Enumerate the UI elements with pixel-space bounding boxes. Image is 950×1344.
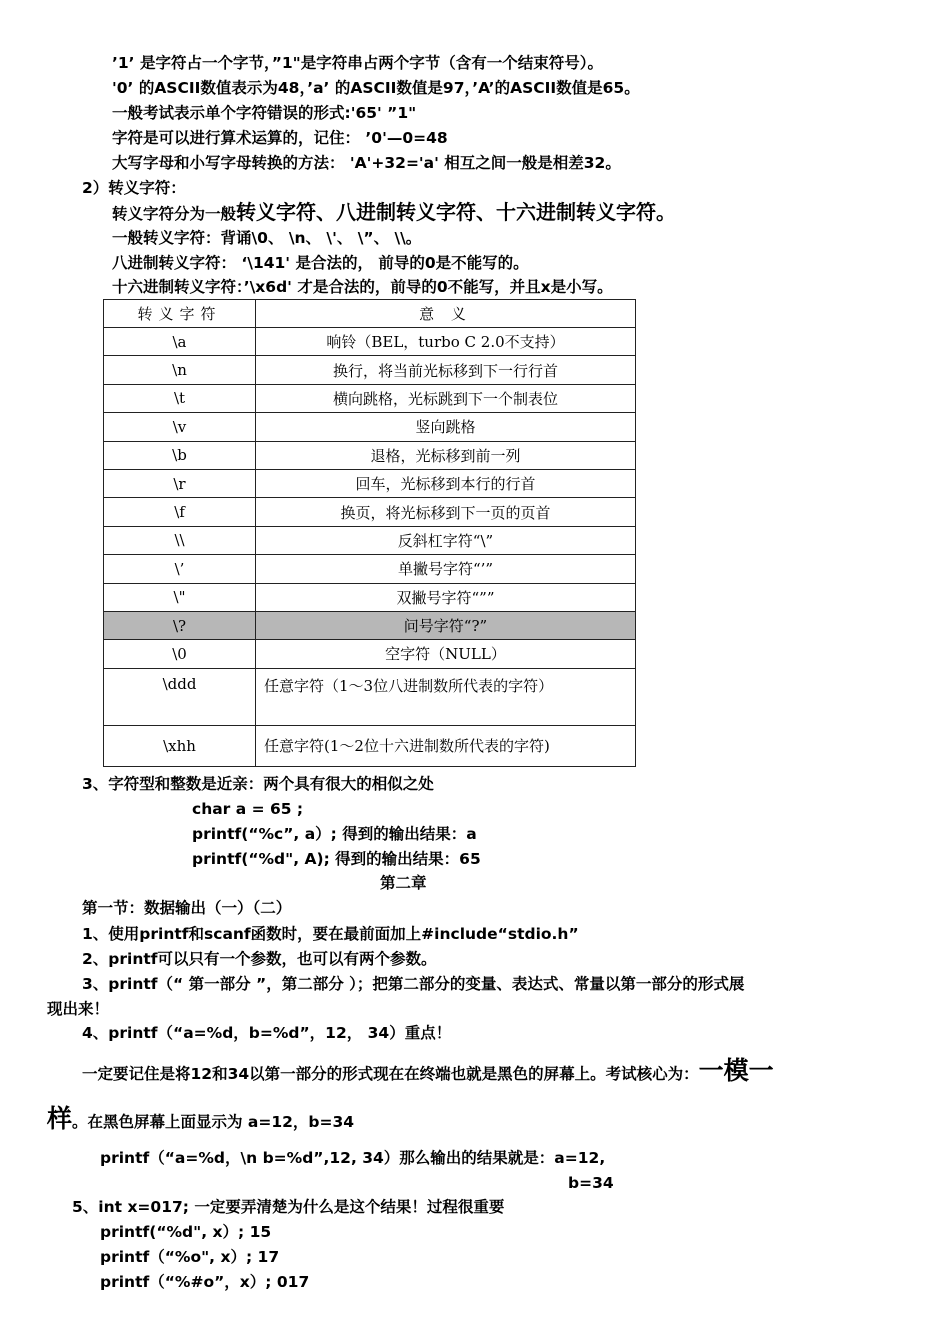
table-row: [104, 498, 636, 526]
text-fragment: 转义字符分为一般: [112, 205, 237, 223]
text-line: '0’ 的ASCII数值表示为48，’a’ 的ASCII数值是97，’A’的ASCII数值是65。: [112, 79, 640, 97]
table-cell: \0: [104, 640, 256, 668]
table-row: [104, 356, 636, 384]
text-line: [112, 201, 676, 225]
code-line: char a = 65 ;: [192, 800, 304, 818]
code-line: printf（“a=%d，\n b=%d”,12, 34）那么输出的结果就是：a=12,: [100, 1149, 606, 1167]
text-fragment: 一定要记住是将12和34以第一部分的形式现在在终端也就是黑色的屏幕上。考试核心为：: [82, 1065, 699, 1083]
table-header-row: [104, 300, 636, 328]
table-cell: 换行，将当前光标移到下一行行首: [256, 356, 636, 384]
table-row-highlighted: [104, 611, 636, 639]
text-line: 3、printf（“ 第一部分 ”，第二部分 ）；把第二部分的变量、表达式、常量以第一部分的形式展: [82, 975, 745, 993]
table-cell: 单撇号字符“’”: [256, 555, 636, 583]
code-line: printf(“%d", x）; 15: [100, 1223, 272, 1241]
text-fragment: 。在黑色屏幕上面显示为 a=12，b=34: [72, 1113, 355, 1131]
code-line: b=34: [568, 1174, 614, 1192]
table-cell: 反斜杠字符“\”: [256, 526, 636, 554]
text-line: 2、printf可以只有一个参数，也可以有两个参数。: [82, 950, 437, 968]
text-line: ’1’ 是字符占一个字节，”1"是字符串占两个字节（含有一个结束符号）。: [112, 54, 604, 72]
table-row: [104, 725, 636, 766]
table-cell: \": [104, 583, 256, 611]
emphasis-text: 转义字符、八进制转义字符、十六进制转义字符。: [236, 200, 677, 224]
table-header-cell: 转义字符: [104, 300, 256, 328]
text-line: 一般考试表示单个字符错误的形式:'65' ”1": [112, 104, 417, 122]
text-line: 字符是可以进行算术运算的，记住： ’0'—0=48: [112, 129, 448, 147]
escape-char-table: [103, 299, 636, 767]
table-cell: \xhh: [104, 725, 256, 766]
table-cell: \b: [104, 441, 256, 469]
table-cell: \’: [104, 555, 256, 583]
text-line: 一般转义字符：背诵\0、 \n、 \'、 \”、 \\。: [112, 229, 422, 247]
table-row: [104, 668, 636, 725]
table-cell: 双撇号字符“””: [256, 583, 636, 611]
table-cell: \t: [104, 384, 256, 412]
table-row: [104, 555, 636, 583]
table-row: [104, 441, 636, 469]
table-cell: 回车，光标移到本行的行首: [256, 469, 636, 497]
chapter-title: 第二章: [380, 874, 427, 892]
table-cell: 换页，将光标移到下一页的页首: [256, 498, 636, 526]
emphasis-text: 样: [47, 1104, 73, 1133]
text-line: 现出来！: [47, 1000, 110, 1018]
text-line: 八进制转义字符： ‘\141' 是合法的， 前导的0是不能写的。: [112, 254, 529, 272]
text-line: 1、使用printf和scanf函数时，要在最前面加上#include“stdio.h”: [82, 925, 579, 943]
table-cell: \r: [104, 469, 256, 497]
section-heading: 3、字符型和整数是近亲：两个具有很大的相似之处: [82, 775, 434, 793]
section-heading: 第一节：数据输出（一）（二）: [82, 899, 292, 917]
table-cell: \?: [104, 611, 256, 639]
section-heading: 2）转义字符：: [82, 179, 186, 197]
table-row: [104, 469, 636, 497]
table-cell: \n: [104, 356, 256, 384]
table-row: [104, 526, 636, 554]
text-line: 5、int x=017; 一定要弄清楚为什么是这个结果！过程很重要: [72, 1198, 505, 1216]
table-row: [104, 583, 636, 611]
text-line: 大写字母和小写字母转换的方法： 'A'+32='a' 相互之间一般是相差32。: [112, 154, 621, 172]
table-header-cell: 意 义: [256, 300, 636, 328]
text-line: 十六进制转义字符：’\x6d' 才是合法的，前导的0不能写，并且x是小写。: [112, 278, 613, 296]
table-cell: 竖向跳格: [256, 413, 636, 441]
text-line: [47, 1104, 355, 1133]
table-cell: \f: [104, 498, 256, 526]
table-cell: 问号字符“?”: [256, 611, 636, 639]
code-line: printf（“%o", x）; 17: [100, 1248, 280, 1266]
table-cell: 任意字符(1～2位十六进制数所代表的字符): [256, 725, 636, 766]
table-cell: \ddd: [104, 668, 256, 725]
table-cell: \a: [104, 328, 256, 356]
table-row: [104, 640, 636, 668]
table-row: [104, 384, 636, 412]
table-row: [104, 328, 636, 356]
table-cell: 响铃（BEL，turbo C 2.0不支持）: [256, 328, 636, 356]
table-cell: \\: [104, 526, 256, 554]
table-cell: 退格，光标移到前一列: [256, 441, 636, 469]
table-cell: 横向跳格，光标跳到下一个制表位: [256, 384, 636, 412]
table-row: [104, 413, 636, 441]
code-line: printf(“%c”, a）; 得到的输出结果：a: [192, 825, 477, 843]
table-cell: \v: [104, 413, 256, 441]
code-line: printf(“%d", A); 得到的输出结果：65: [192, 850, 481, 868]
text-line: [82, 1056, 774, 1085]
emphasis-text: 一模一: [698, 1056, 774, 1085]
text-line: 4、printf（“a=%d，b=%d”，12， 34）重点！: [82, 1024, 452, 1042]
table-cell: 任意字符（1～3位八进制数所代表的字符）: [256, 668, 636, 725]
code-line: printf（“%#o”，x）; 017: [100, 1273, 310, 1291]
table-cell: 空字符（NULL）: [256, 640, 636, 668]
